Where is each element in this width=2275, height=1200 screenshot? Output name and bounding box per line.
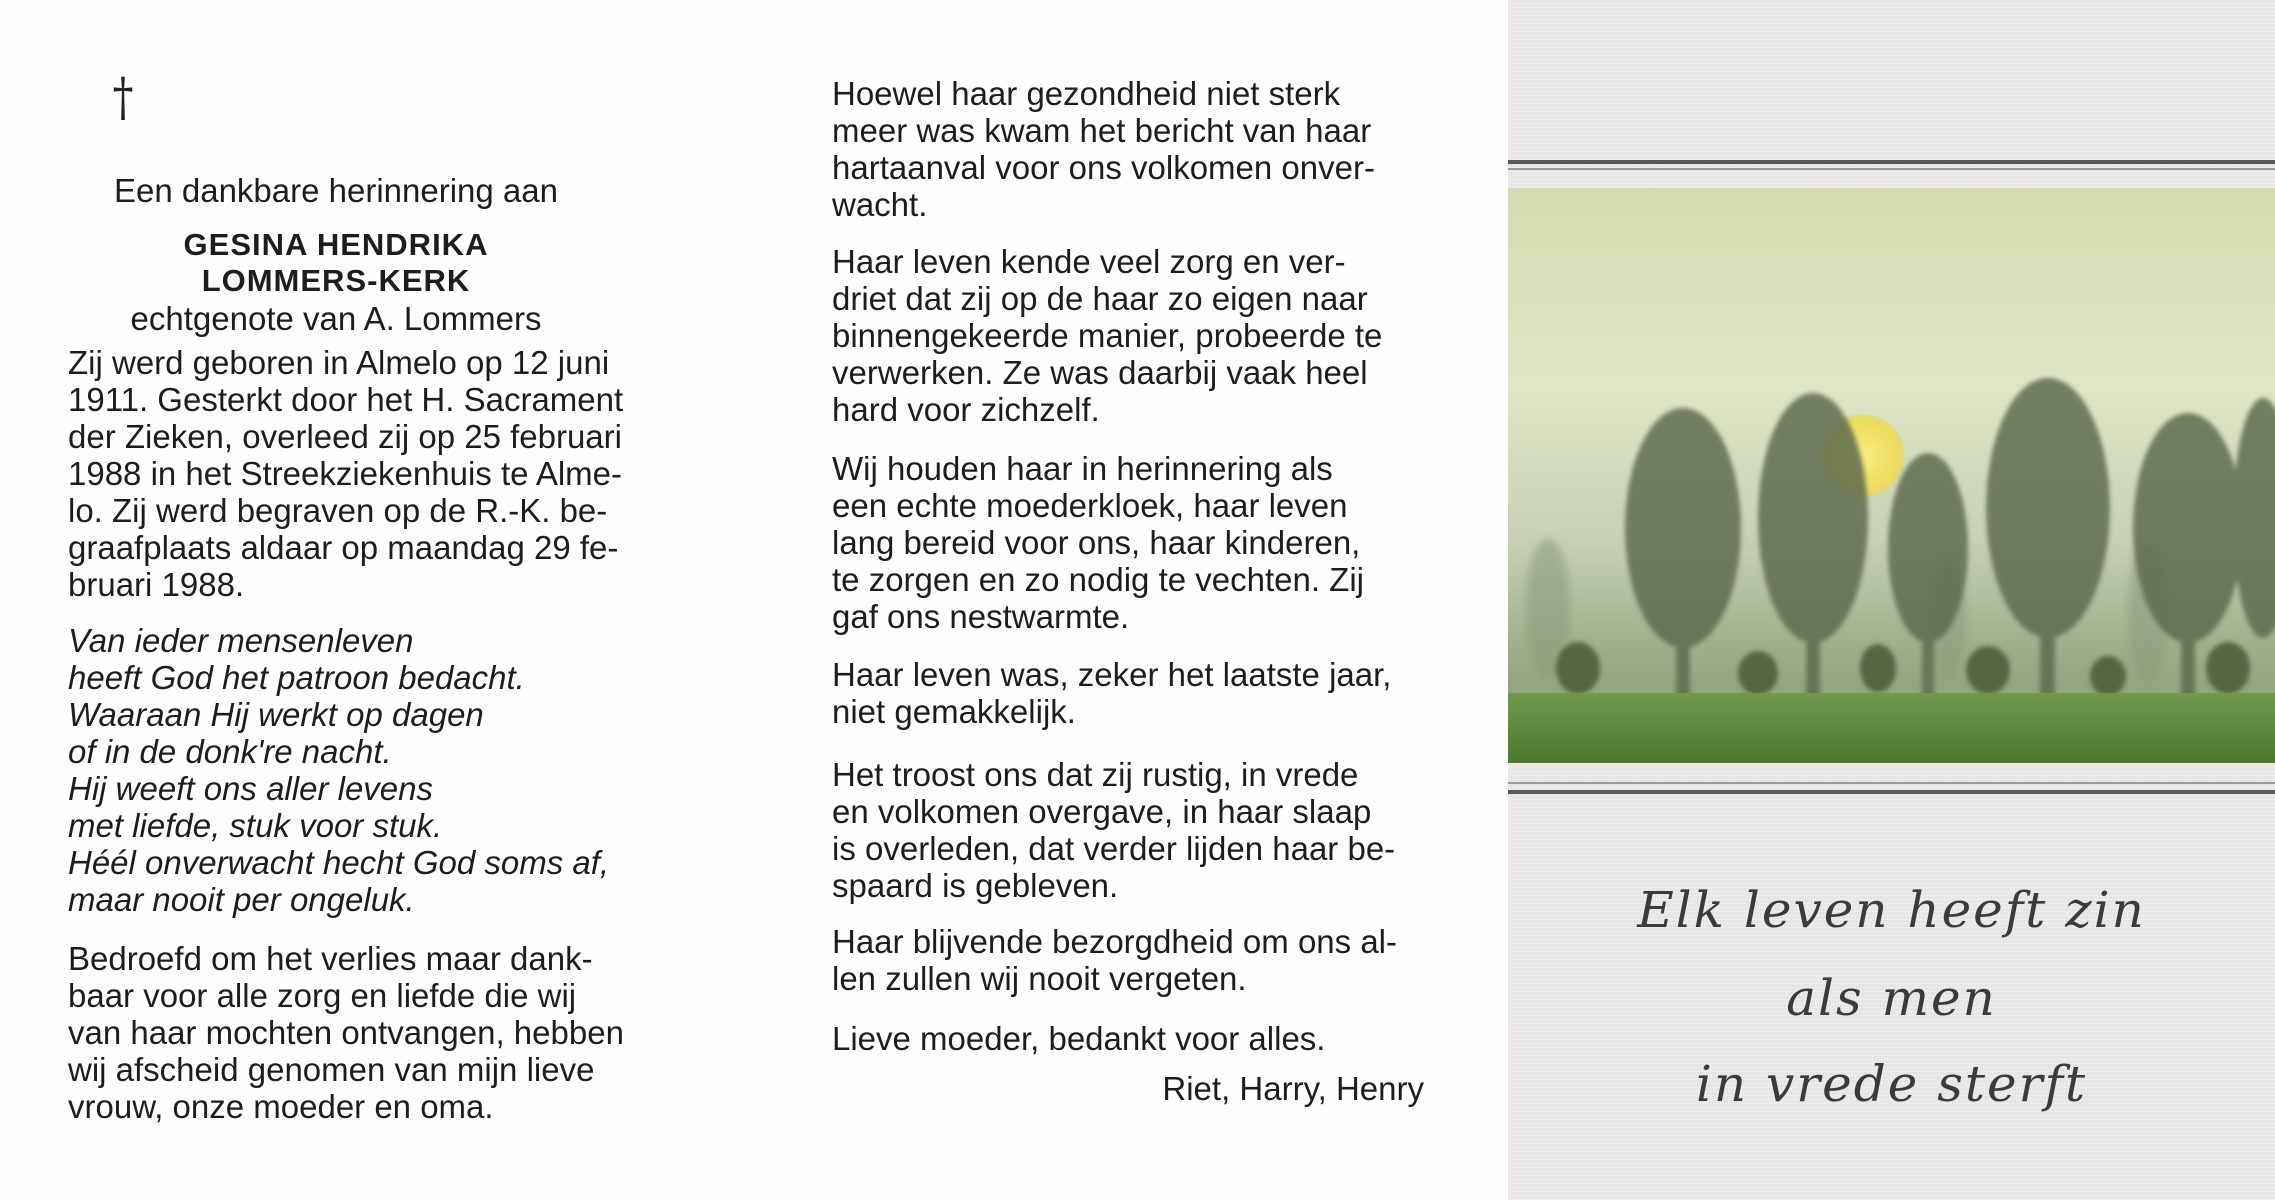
bio-line: Zij werd geboren in Almelo op 12 juni	[68, 344, 610, 381]
paragraph-memory	[832, 450, 1424, 635]
paragraph-last-year	[832, 656, 1424, 730]
text-line: te zorgen en zo nodig te vechten. Zij	[832, 561, 1364, 598]
text-line: en volkomen overgave, in haar slaap	[832, 793, 1372, 830]
signoff-names: Riet, Harry, Henry	[1162, 1070, 1424, 1107]
spouse-text: echtgenote van A. Lommers	[130, 300, 542, 337]
poem-line: Hij weeft ons aller levens	[68, 770, 433, 807]
text-line: Haar leven was, zeker het laatste jaar,	[832, 656, 1392, 693]
paragraph-health	[832, 75, 1424, 223]
gratitude-line: van haar mochten ontvangen, hebben	[68, 1014, 624, 1051]
text-line: spaard is gebleven.	[832, 867, 1119, 904]
poem-line: Héél onverwacht hecht God soms af,	[68, 844, 610, 881]
card-verse-line2: als men	[1786, 969, 1997, 1027]
text-line: Haar leven kende veel zorg en ver-	[832, 243, 1346, 280]
gratitude-line: vrouw, onze moeder en oma.	[68, 1088, 494, 1125]
text-line: hard voor zichzelf.	[832, 391, 1100, 428]
gratitude-paragraph	[68, 940, 660, 1125]
paragraph-comfort	[832, 756, 1424, 904]
poem	[68, 622, 660, 918]
paragraph-sorrow	[832, 243, 1424, 428]
text-line: Lieve moeder, bedankt voor alles.	[832, 1020, 1326, 1057]
bio-line: graafplaats aldaar op maandag 29 fe-	[68, 529, 619, 566]
text-line: Wij houden haar in herinnering als	[832, 450, 1333, 487]
divider-line	[1508, 782, 2275, 784]
text-line: Haar blijvende bezorgdheid om ons al-	[832, 923, 1397, 960]
deceased-name-line2: LOMMERS-KERK	[201, 263, 471, 298]
poem-line: of in de donk're nacht.	[68, 733, 392, 770]
divider-line	[1508, 790, 2275, 794]
text-line: gaf ons nestwarmte.	[832, 598, 1130, 635]
bio-line: 1988 in het Streekziekenhuis te Alme-	[68, 455, 622, 492]
text-line: verwerken. Ze was daarbij vaak heel	[832, 354, 1368, 391]
paragraph-thanks	[832, 1020, 1424, 1057]
poem-line: Van ieder mensenleven	[68, 622, 414, 659]
poem-line: Waaraan Hij werkt op dagen	[68, 696, 484, 733]
text-line: meer was kwam het bericht van haar	[832, 112, 1372, 149]
text-line: hartaanval voor ons volkomen onver-	[832, 149, 1375, 186]
text-line: is overleden, dat verder lijden haar be-	[832, 830, 1396, 867]
cross-icon: †	[112, 68, 134, 128]
text-line: binnengekeerde manier, probeerde te	[832, 317, 1383, 354]
card-verse-line3: in vrede sterft	[1695, 1055, 2088, 1113]
card-front	[1508, 0, 2275, 1200]
gratitude-line: Bedroefd om het verlies maar dank-	[68, 940, 593, 977]
poem-line: maar nooit per ongeluk.	[68, 881, 415, 918]
bio-line: 1911. Gesterkt door het H. Sacrament	[68, 381, 624, 418]
card-verse-line1: Elk leven heeft zin	[1637, 881, 2146, 939]
text-line: driet dat zij op de haar zo eigen naar	[832, 280, 1368, 317]
text-line: len zullen wij nooit vergeten.	[832, 960, 1247, 997]
paragraph-concern	[832, 923, 1424, 997]
poem-line: met liefde, stuk voor stuk.	[68, 807, 443, 844]
text-line: Het troost ons dat zij rustig, in vrede	[832, 756, 1359, 793]
bio-line: bruari 1988.	[68, 566, 245, 603]
deceased-name-line1: GESINA HENDRIKA	[183, 227, 489, 262]
text-line: Hoewel haar gezondheid niet sterk	[832, 75, 1341, 112]
bio-line: lo. Zij werd begraven op de R.-K. be-	[68, 492, 608, 529]
text-line: lang bereid voor ons, haar kinderen,	[832, 524, 1361, 561]
intro-text: Een dankbare herinnering aan	[113, 172, 558, 209]
biography-paragraph	[68, 344, 660, 603]
text-line: wacht.	[832, 186, 928, 223]
bio-line: der Zieken, overleed zij op 25 februari	[68, 418, 622, 455]
gratitude-line: wij afscheid genomen van mijn lieve	[68, 1051, 595, 1088]
gratitude-line: baar voor alle zorg en liefde die wij	[68, 977, 577, 1014]
misty-willows-photo	[1508, 188, 2275, 763]
text-line: een echte moederkloek, haar leven	[832, 487, 1348, 524]
divider-line	[1508, 160, 2275, 164]
text-line: niet gemakkelijk.	[832, 693, 1076, 730]
poem-line: heeft God het patroon bedacht.	[68, 659, 525, 696]
divider-line	[1508, 168, 2275, 170]
